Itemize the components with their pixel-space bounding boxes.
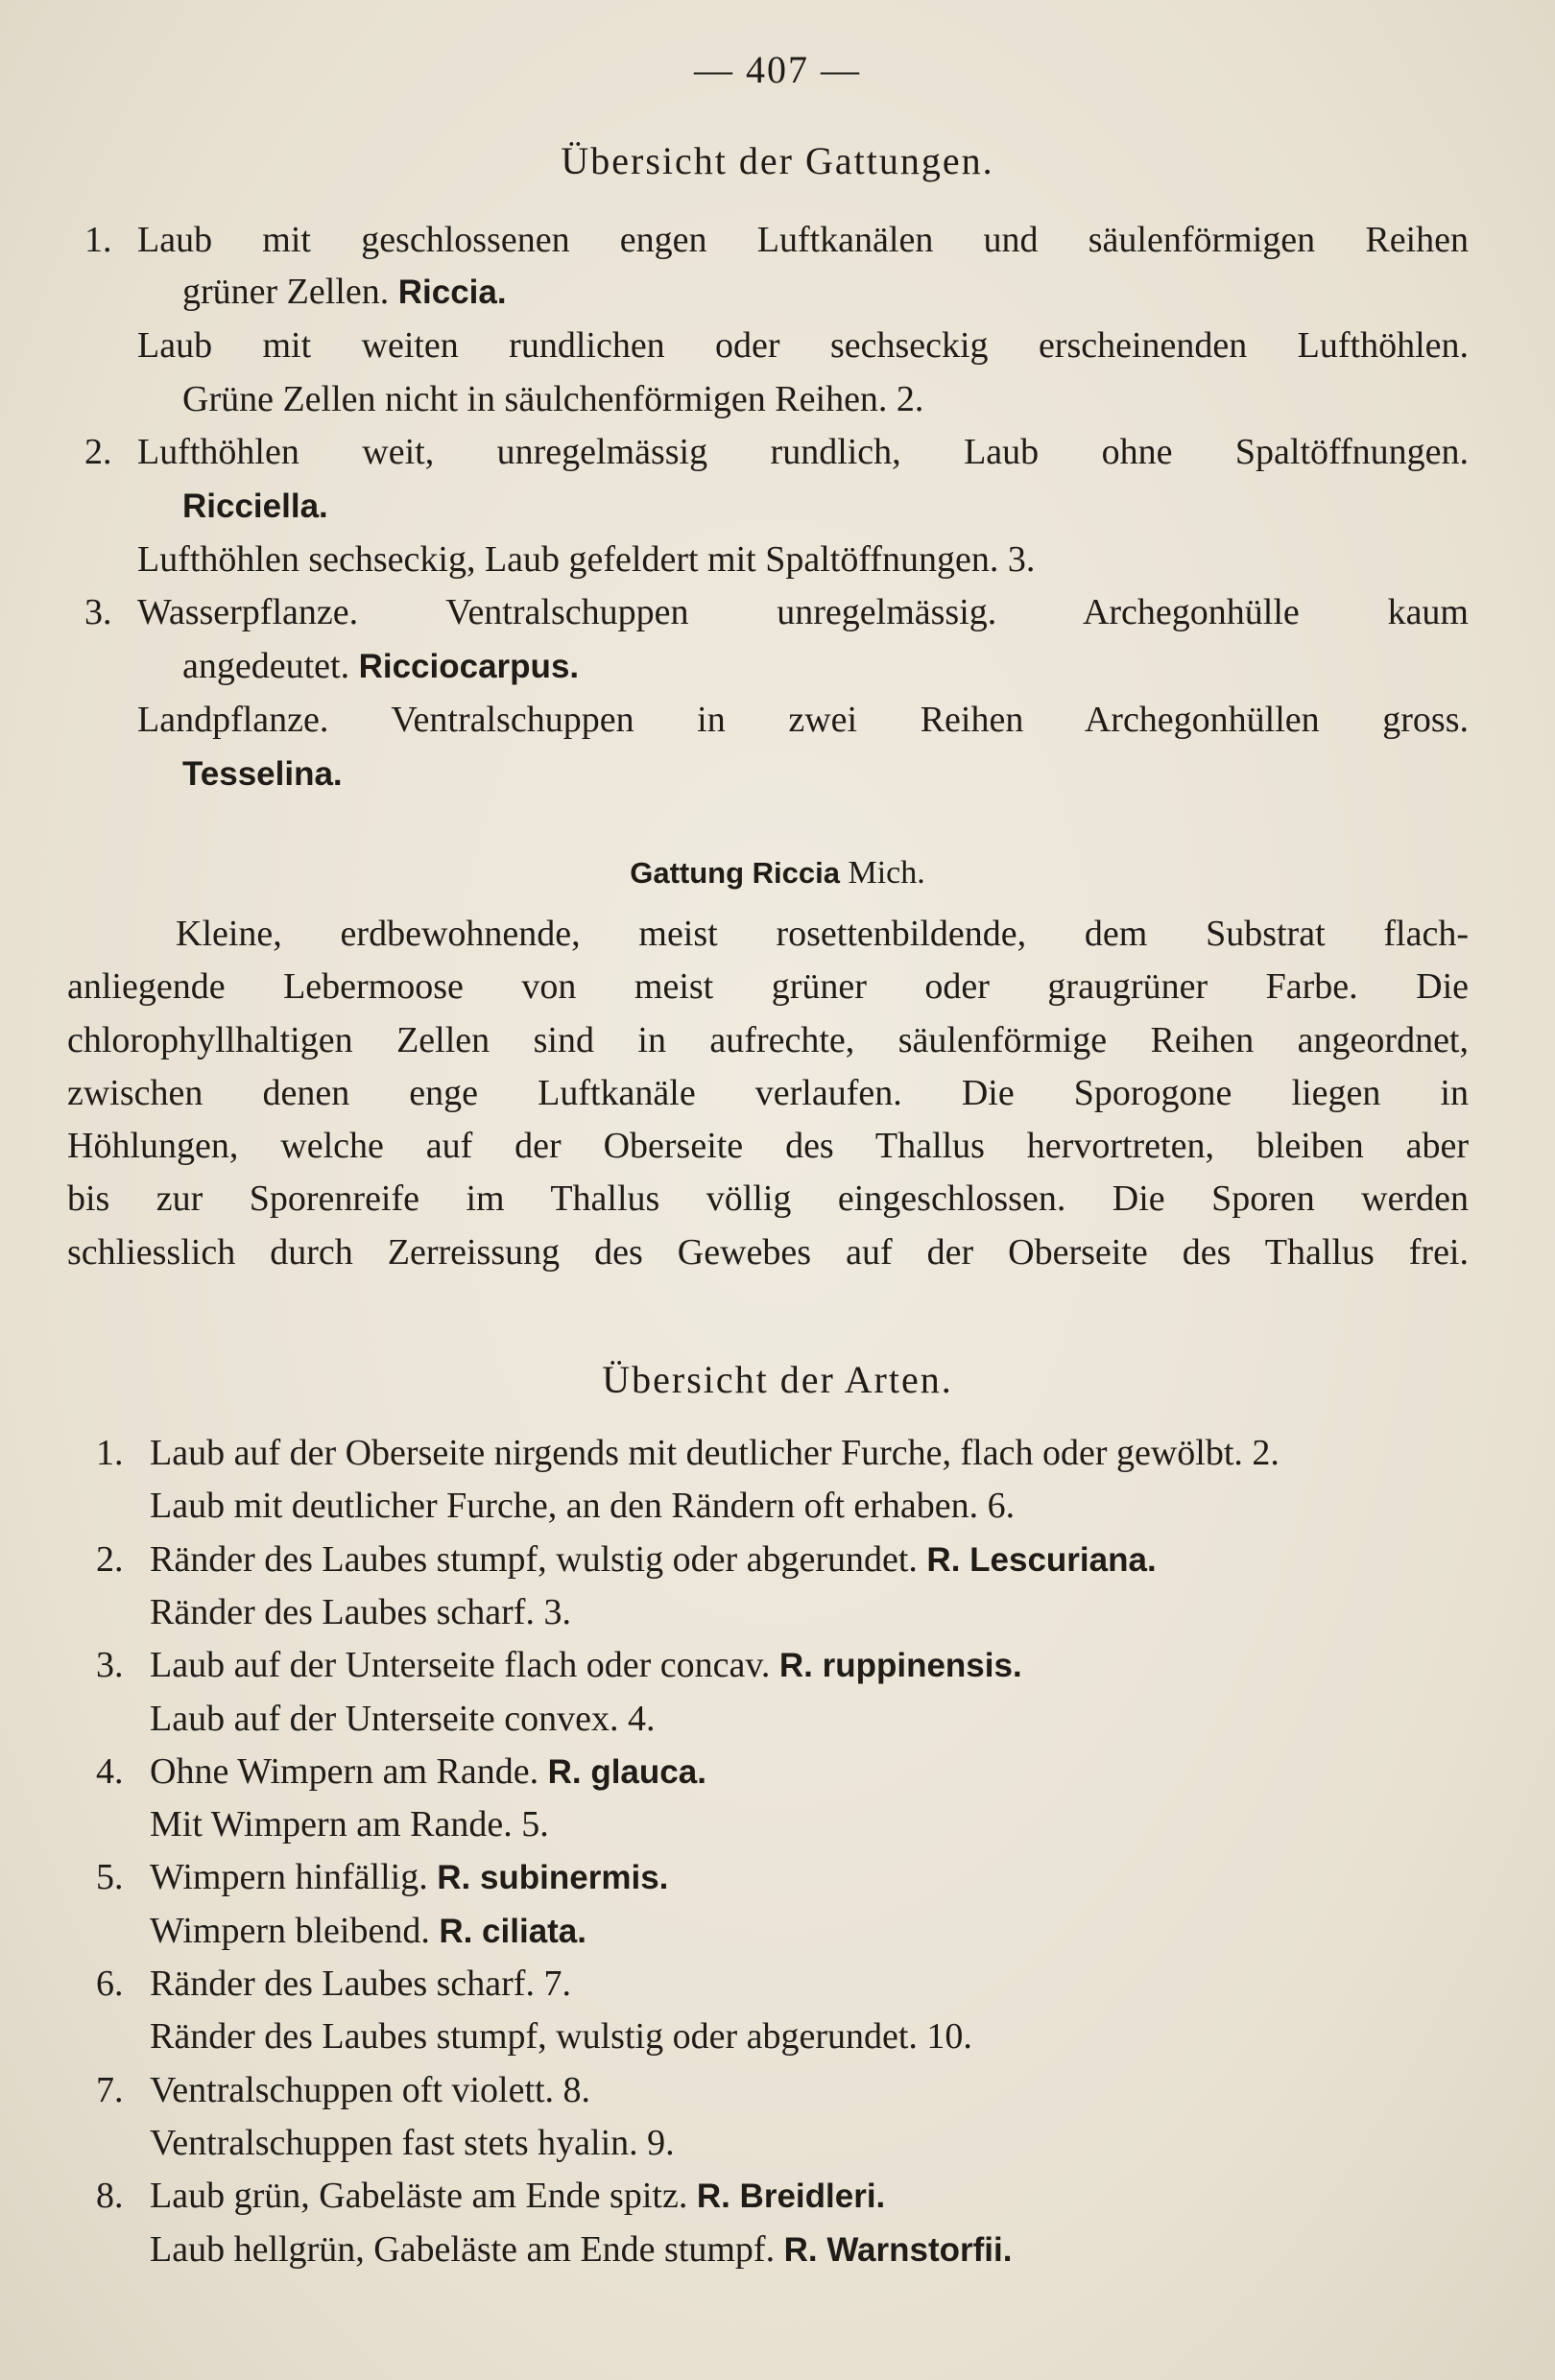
species-key-line (150, 1908, 586, 1955)
species-key-text: Ränder des Laubes stumpf, wulstig oder abgerundet. (150, 1539, 927, 1580)
species-key-number: 4. (96, 1751, 124, 1792)
species-key-line (150, 1696, 656, 1742)
species-key-number: 3. (96, 1645, 124, 1685)
species-key-number: 8. (96, 2176, 124, 2216)
species-key-line (150, 2013, 972, 2059)
page-number: — 407 — (694, 48, 861, 91)
species-key-text: Laub grün, Gabeläste am Ende spitz. (150, 2176, 697, 2216)
key-line: Grüne Zellen nicht in säulchenförmigen Reihen. 2. (182, 379, 924, 419)
key-line (182, 643, 579, 690)
genus-name: Ricciella. (182, 488, 328, 525)
description-line: anliegende Lebermoose von meist grüner oder graugrüner Farbe. Die (67, 966, 1469, 1007)
species-name: R. glauca. (547, 1753, 706, 1791)
key-line: Laub mit geschlossenen engen Luftkanälen und säulenförmigen Reihen (137, 220, 1469, 260)
species-key-text: Laub auf der Unterseite flach oder concav. (150, 1645, 779, 1685)
key-line: Landpflanze. Ventralschuppen in zwei Reihen Archegonhüllen gross. (137, 700, 1469, 740)
key-number: 1. (84, 220, 112, 260)
species-key-line (150, 1430, 1280, 1476)
key-number: 2. (84, 432, 112, 472)
species-name: R. ruppinensis. (778, 1647, 1022, 1684)
key-line: Lufthöhlen weit, unregelmässig rundlich, Laub ohne Spaltöffnungen. (137, 432, 1469, 472)
key-text: angedeutet. (182, 646, 359, 686)
key-line: Laub mit weiten rundlichen oder sechseckig erscheinenden Lufthöhlen. (137, 325, 1469, 366)
genus-name: Tesselina. (182, 755, 343, 793)
genus-heading-name: Gattung Riccia (630, 856, 840, 890)
species-key-line (150, 2067, 590, 2113)
description-line: bis zur Sporenreife im Thallus völlig eingeschlossen. Die Sporen werden (67, 1178, 1469, 1219)
key-line (182, 483, 328, 530)
species-key-number: 6. (96, 1964, 124, 2004)
genus-heading (0, 851, 1555, 895)
species-key-text: Ränder des Laubes stumpf, wulstig oder abgerundet. 10. (150, 2016, 972, 2057)
species-name: R. Warnstorfii. (783, 2231, 1013, 2269)
genus-name: Riccia. (397, 274, 507, 311)
species-key-text: Wimpern bleibend. (150, 1911, 440, 1951)
species-key-text: Laub auf der Unterseite convex. 4. (150, 1699, 656, 1739)
species-key-line (150, 1749, 706, 1796)
description-line: chlorophyllhaltigen Zellen sind in aufrechte, säulenförmige Reihen angeordnet, (67, 1020, 1469, 1060)
species-key-number: 5. (96, 1857, 124, 1897)
species-key-line (150, 1589, 571, 1635)
description-line: zwischen denen enge Luftkanäle verlaufen. Die Sporogone liegen in (67, 1073, 1469, 1113)
species-key-text: Ventralschuppen fast stets hyalin. 9. (150, 2123, 675, 2163)
species-key-number: 7. (96, 2070, 124, 2110)
genera-overview-title: Übersicht der Gattungen. (561, 139, 994, 182)
species-key-line (150, 1536, 1157, 1583)
species-name: R. Breidleri. (696, 2178, 886, 2215)
species-key-text: Wimpern hinfällig. (150, 1857, 438, 1897)
species-key-text: Ränder des Laubes scharf. 7. (150, 1964, 571, 2004)
species-key-text: Ventralschuppen oft violett. 8. (150, 2070, 591, 2110)
species-name: R. ciliata. (439, 1913, 586, 1950)
species-name: R. Lescuriana. (926, 1541, 1157, 1579)
key-line (182, 269, 507, 316)
species-key-text: Laub mit deutlicher Furche, an den Rändern oft erhaben. 6. (150, 1486, 1016, 1526)
species-key-text: Laub auf der Oberseite nirgends mit deutlicher Furche, flach oder gewölbt. 2. (150, 1433, 1280, 1473)
species-key-line (150, 1961, 571, 2007)
species-key-number: 1. (96, 1433, 124, 1473)
species-key-line (150, 1801, 549, 1847)
species-name: R. subinermis. (437, 1859, 669, 1896)
genus-name: Ricciocarpus. (358, 648, 580, 685)
key-line: Wasserpflanze. Ventralschuppen unregelmässig. Archegonhülle kaum (137, 592, 1469, 632)
species-key-line (150, 2173, 885, 2220)
key-number: 3. (84, 592, 112, 632)
species-key-line (150, 1854, 668, 1901)
species-key-text: Mit Wimpern am Rande. 5. (150, 1804, 549, 1844)
description-line: Höhlungen, welche auf der Oberseite des Thallus hervortreten, bleiben aber (67, 1126, 1469, 1166)
genus-heading-author: Mich. (839, 855, 925, 891)
species-key-number: 2. (96, 1539, 124, 1580)
species-key-text: Laub hellgrün, Gabeläste am Ende stumpf. (150, 2229, 784, 2270)
key-line (182, 750, 343, 797)
species-key-line (150, 1642, 1022, 1689)
species-key-text: Ohne Wimpern am Rande. (150, 1751, 548, 1792)
key-text: grüner Zellen. (182, 272, 398, 312)
species-key-line (150, 2226, 1012, 2273)
description-line: Kleine, erdbewohnende, meist rosettenbildende, dem Substrat flach- (176, 914, 1469, 954)
species-overview-title: Übersicht der Arten. (602, 1358, 953, 1401)
description-line: schliesslich durch Zerreissung des Gewebes auf der Oberseite des Thallus frei. (67, 1232, 1469, 1273)
species-key-line (150, 1483, 1015, 1529)
species-key-line (150, 2120, 675, 2166)
key-line: Lufthöhlen sechseckig, Laub gefeldert mit Spaltöffnungen. 3. (137, 539, 1036, 580)
species-key-text: Ränder des Laubes scharf. 3. (150, 1592, 571, 1632)
